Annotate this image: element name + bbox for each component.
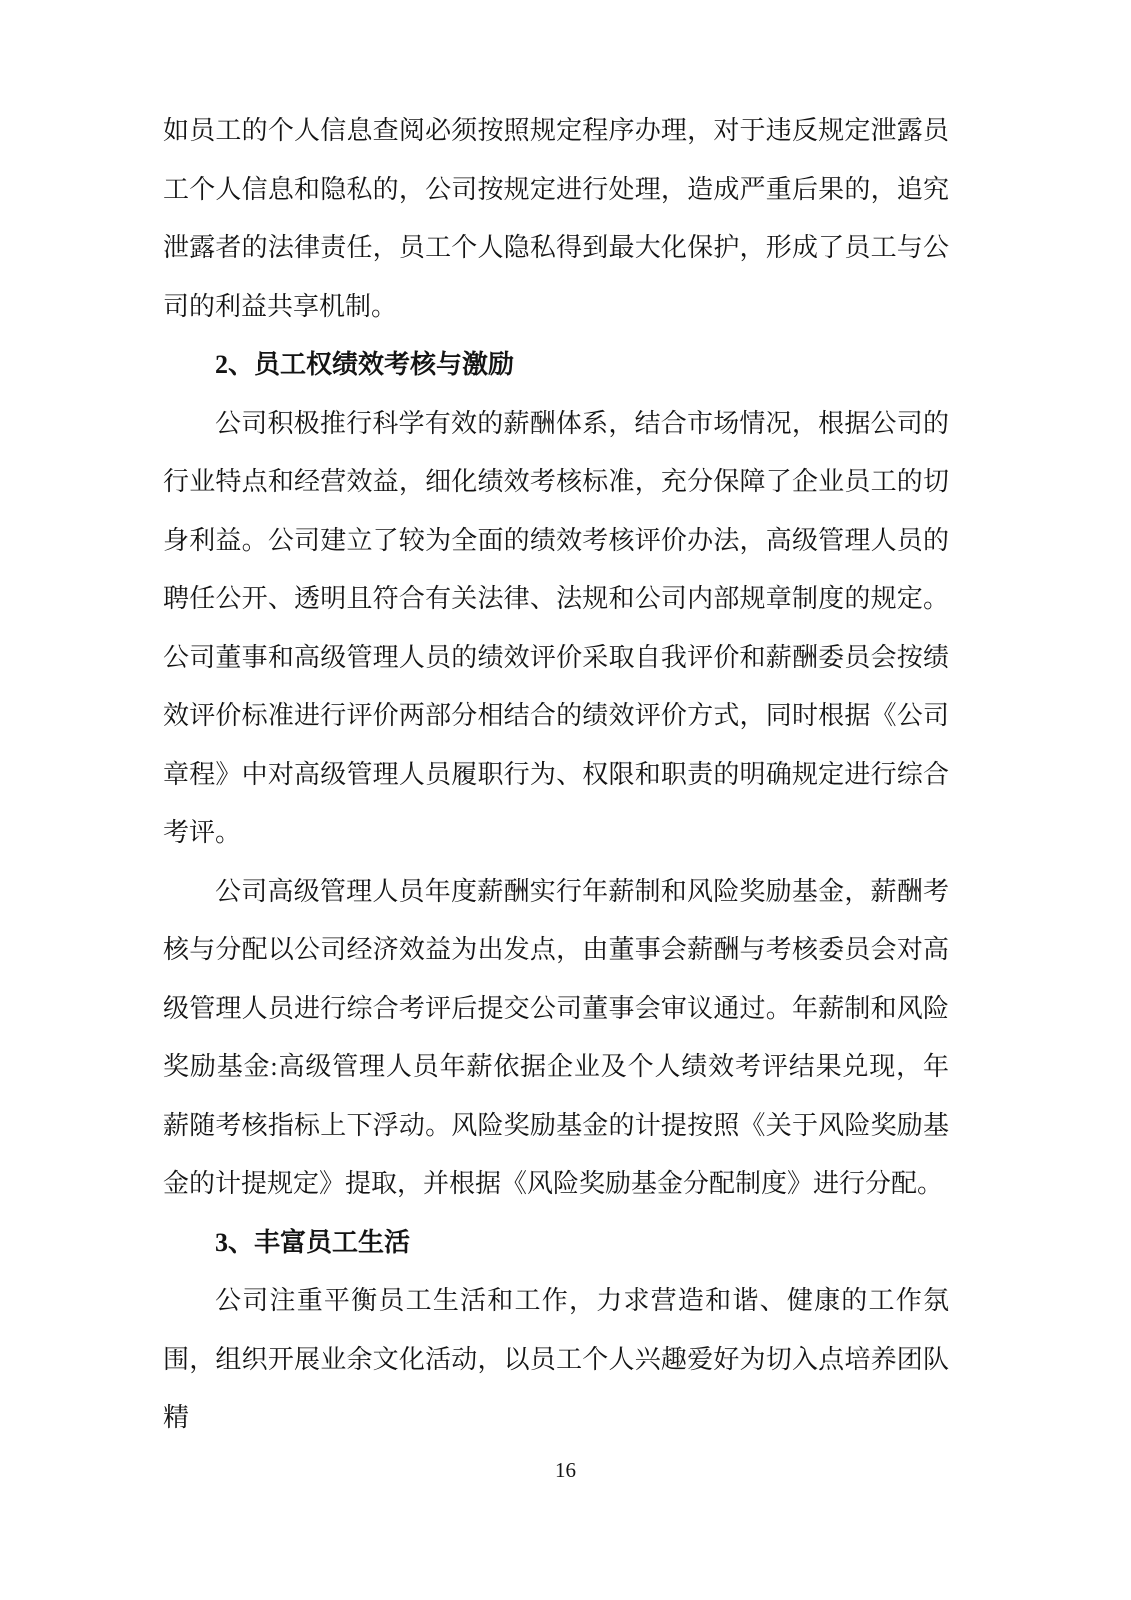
page-number: 16 — [555, 1458, 576, 1482]
document-body — [163, 102, 949, 1448]
paragraph-annual-salary-risk-fund: 公司高级管理人员年度薪酬实行年薪制和风险奖励基金，薪酬考核与分配以公司经济效益为出发点，由董事会薪酬与考核委员会对高级管理人员进行综合考评后提交公司董事会审议通过。年薪制和风险奖励基金:高级管理人员年薪依据企业及个人绩效考评结果兑现，年薪随考核指标上下浮动。风险奖励基金的计提按照《关于风险奖励基金的计提规定》提取，并根据《风险奖励基金分配制度》进行分配。 — [163, 876, 949, 1198]
section-heading-performance-incentive: 2、员工权绩效考核与激励 — [215, 350, 515, 379]
page-footer — [0, 1455, 1131, 1485]
paragraph-salary-system: 公司积极推行科学有效的薪酬体系，结合市场情况，根据公司的行业特点和经营效益，细化绩效考核标准，充分保障了企业员工的切身利益。公司建立了较为全面的绩效考核评价办法，高级管理人员的聘任公开、透明且符合有关法律、法规和公司内部规章制度的规定。公司董事和高级管理人员的绩效评价采取自我评价和薪酬委员会按绩效评价标准进行评价两部分相结合的绩效评价方式，同时根据《公司章程》中对高级管理人员履职行为、权限和职责的明确规定进行综合考评。 — [163, 408, 949, 847]
paragraph-work-life-balance: 公司注重平衡员工生活和工作，力求营造和谐、健康的工作氛围，组织开展业余文化活动，以员工个人兴趣爱好为切入点培养团队精 — [163, 1286, 949, 1432]
section-heading-enrich-employee-life: 3、丰富员工生活 — [215, 1227, 411, 1257]
paragraph-employee-privacy: 如员工的个人信息查阅必须按照规定程序办理，对于违反规定泄露员工个人信息和隐私的，公司按规定进行处理，造成严重后果的，追究泄露者的法律责任，员工个人隐私得到最大化保护，形成了员工与公司的利益共享机制。 — [163, 116, 949, 321]
